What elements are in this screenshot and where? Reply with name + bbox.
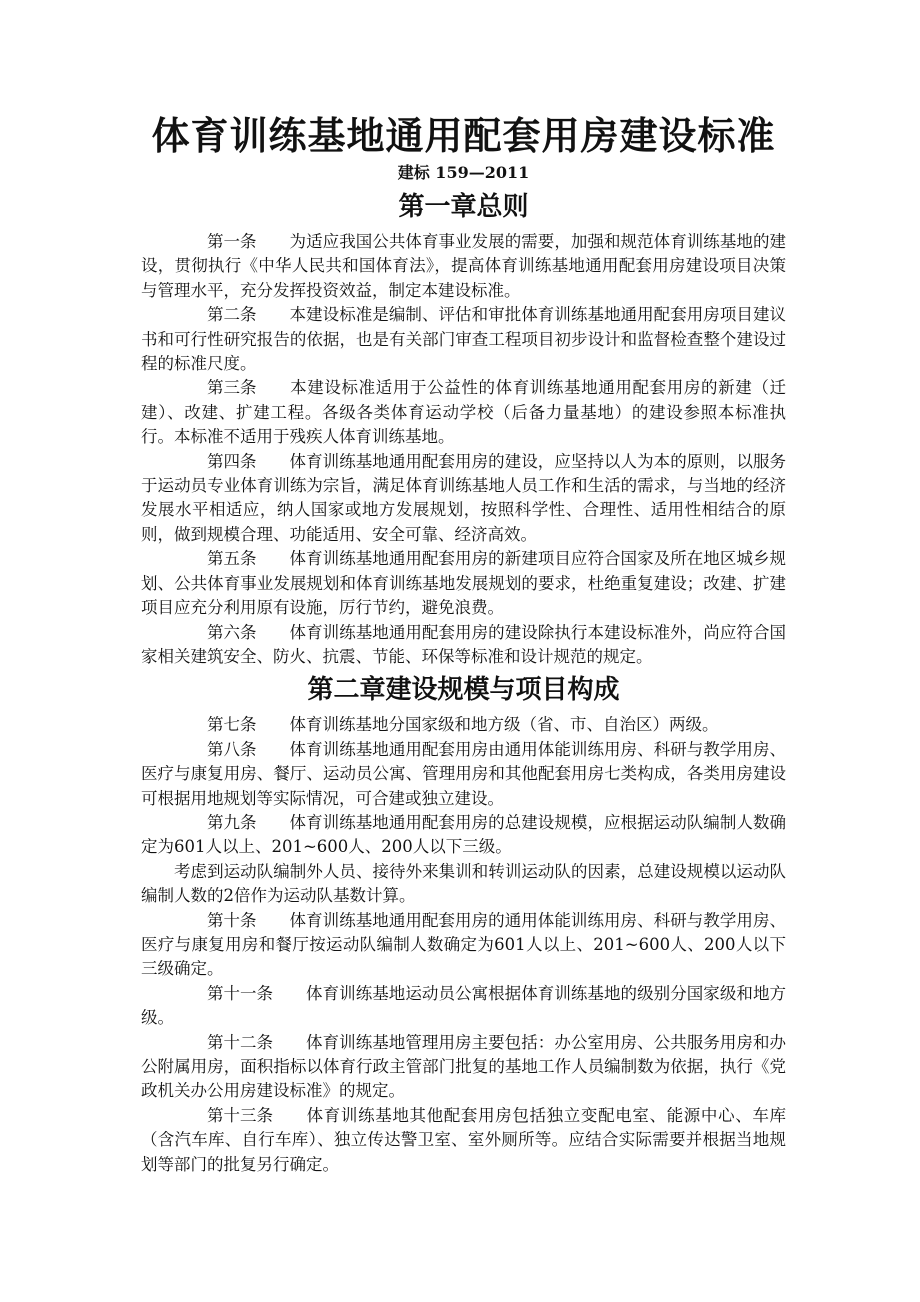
- article-text: 本建设标准是编制、评估和审批体育训练基地通用配套用房项目建议书和可行性研究报告的依据，也是有关部门审查工程项目初步设计和监督检查整个建设过程的标准尺度。: [141, 305, 786, 374]
- document-title: 体育训练基地通用配套用房建设标准: [151, 113, 776, 158]
- article-number: 第十一条: [207, 983, 273, 1003]
- article-number: 第六条: [207, 622, 257, 642]
- chapter-1-heading: 第一章总则: [398, 192, 529, 222]
- article-text: 体育训练基地通用配套用房的新建项目应符合国家及所在地区城乡规划、公共体育事业发展规划和体育训练基地发展规划的要求，杜绝重复建设；改建、扩建项目应充分利用原有设施，厉行节约，避免浪费。: [141, 549, 786, 618]
- document-body: [141, 112, 786, 1177]
- article-text: 体育训练基地运动员公寓根据体育训练基地的级别分国家级和地方级。: [141, 983, 786, 1028]
- article-number: 第九条: [207, 812, 257, 832]
- article-text: 体育训练基地管理用房主要包括：办公室用房、公共服务用房和办公附属用房，面积指标以体育行政主管部门批复的基地工作人员编制数为依据，执行《党政机关办公用房建设标准》的规定。: [141, 1032, 786, 1101]
- article-number: 第四条: [207, 451, 257, 471]
- standard-number: 建标 159—2011: [397, 163, 530, 182]
- article-4: [141, 450, 786, 548]
- article-10: [141, 909, 786, 982]
- article-7: [141, 713, 786, 737]
- article-number: 第五条: [207, 549, 257, 569]
- article-text: 体育训练基地通用配套用房由通用体能训练用房、科研与教学用房、医疗与康复用房、餐厅、运动员公寓、管理用房和其他配套用房七类构成，各类用房建设可根据用地规划等实际情况，可合建或独立建设。: [141, 739, 786, 808]
- article-2: [141, 303, 786, 376]
- article-number: 第二条: [207, 305, 257, 325]
- article-number: 第八条: [207, 739, 257, 759]
- article-text: 体育训练基地分国家级和地方级（省、市、自治区）两级。: [289, 715, 719, 735]
- chapter-2-heading: 第二章建设规模与项目构成: [307, 675, 620, 706]
- article-number: 第三条: [207, 378, 257, 398]
- article-number: 第十条: [207, 910, 257, 930]
- article-3: [141, 376, 786, 449]
- article-text: 体育训练基地通用配套用房的通用体能训练用房、科研与教学用房、医疗与康复用房和餐厅按运动队编制人数确定为601人以上、201~600人、200人以下三级确定。: [141, 910, 786, 979]
- article-number: 第十二条: [207, 1032, 273, 1052]
- article-text: 本建设标准适用于公益性的体育训练基地通用配套用房的新建（迁建）、改建、扩建工程。各级各类体育运动学校（后备力量基地）的建设参照本标准执行。本标准不适用于残疾人体育训练基地。: [141, 378, 786, 447]
- article-text: 体育训练基地其他配套用房包括独立变配电室、能源中心、车库（含汽车库、自行车库）、独立传达警卫室、室外厕所等。应结合实际需要并根据当地规划等部门的批复另行确定。: [141, 1105, 786, 1174]
- article-5: [141, 547, 786, 620]
- article-6: [141, 621, 786, 670]
- article-12: [141, 1031, 786, 1104]
- article-9-note: 考虑到运动队编制外人员、接待外来集训和转训运动队的因素，总建设规模以运动队编制人数的2倍作为运动队基数计算。: [141, 861, 786, 906]
- article-1: [141, 230, 786, 303]
- article-text: 为适应我国公共体育事业发展的需要，加强和规范体育训练基地的建设，贯彻执行《中华人民共和国体育法》，提高体育训练基地通用配套用房建设项目决策与管理水平，充分发挥投资效益，制定本建设标准。: [141, 232, 786, 300]
- article-text: 体育训练基地通用配套用房的总建设规模，应根据运动队编制人数确定为601人以上、201~600人、200人以下三级。: [141, 812, 786, 857]
- article-number: 第一条: [207, 232, 257, 251]
- article-11: [141, 982, 786, 1031]
- article-number: 第十三条: [207, 1105, 273, 1125]
- article-text: 体育训练基地通用配套用房的建设，应坚持以人为本的原则，以服务于运动员专业体育训练为宗旨，满足体育训练基地人员工作和生活的需求，与当地的经济发展水平相适应，纳人国家或地方发展规划，按照科学性、合理性、适用性相结合的原则，做到规模合理、功能适用、安全可靠、经济高效。: [141, 451, 786, 544]
- article-8: [141, 738, 786, 811]
- article-13: [141, 1104, 786, 1177]
- article-number: 第七条: [207, 715, 257, 735]
- article-9: [141, 811, 786, 860]
- article-text: 体育训练基地通用配套用房的建设除执行本建设标准外，尚应符合国家相关建筑安全、防火、抗震、节能、环保等标准和设计规范的规定。: [141, 622, 786, 666]
